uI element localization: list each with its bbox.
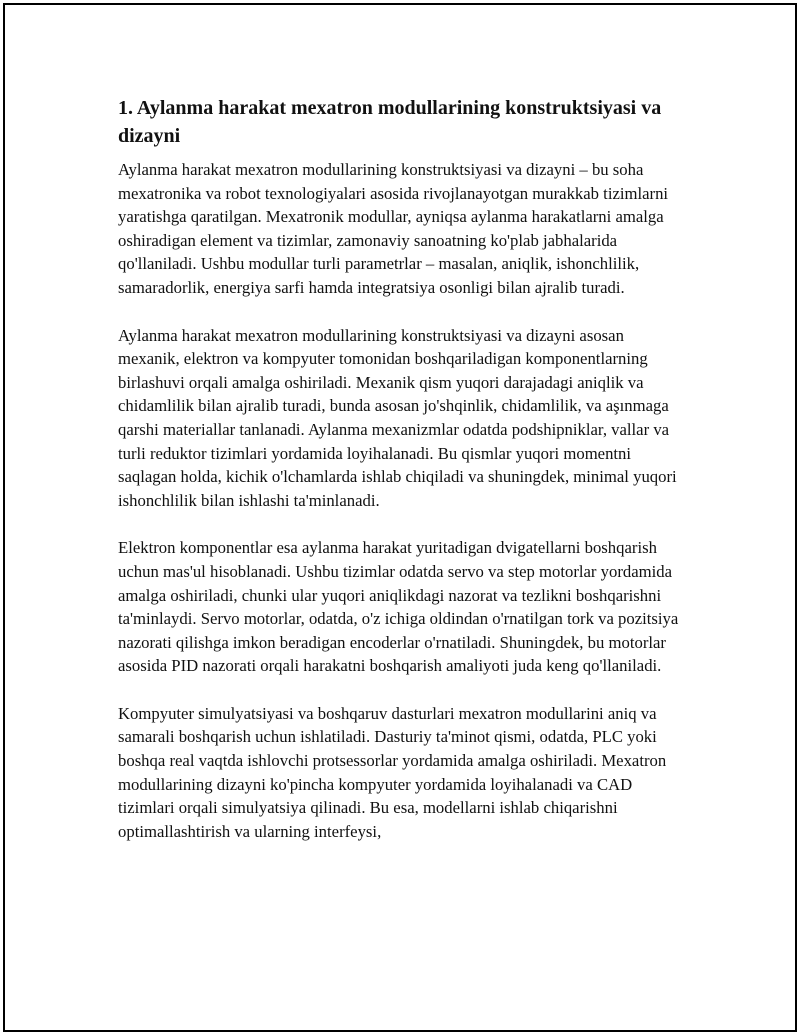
paragraph-software: Kompyuter simulyatsiyasi va boshqaruv dasturlari mexatron modullarini aniq va samarali boshqarish uchun ishlatiladi. Dasturiy ta'minot qismi, odatda, PLC yoki boshqa real vaqtda ishlovchi protsessorlar yordamida amalga oshiriladi. Mexatron modullarining dizayni ko'pincha kompyuter yordamida loyihalanadi va CAD tizimlari orqali simulyatsiya qilinadi. Bu esa, modellarni ishlab chiqarishni optimallashtirish va ularning interfeysi, bbox=[118, 703, 667, 841]
paragraph-mechanical: Aylanma harakat mexatron modullarining konstruktsiyasi va dizayni asosan mexanik, elektron va kompyuter tomonidan boshqariladigan komponentlarning birlashuvi orqali amalga oshiriladi. Mexanik qism yuqori darajadagi aniqlik va chidamlilik bilan ajralib turadi, bunda asosan jo'shqinlik, chidamlilik, va aşınmaga qarshi materiallar tanlanadi. Aylanma mexanizmlar odatda podshipniklar, vallar va turli reduktor tizimlari yordamida loyihalanadi. Bu qismlar yuqori momentni saqlagan holda, kichik o'lchamlarda ishlab chiqiladi va shuningdek, minimal yuqori ishonchlilik bilan ishlashi ta'minlanadi. bbox=[118, 325, 677, 510]
section-heading: 1. Aylanma harakat mexatron modullarining konstruktsiyasi va dizayni bbox=[118, 97, 662, 147]
paragraph-electronic: Elektron komponentlar esa aylanma harakat yuritadigan dvigatellarni boshqarish uchun mas'ul hisoblanadi. Ushbu tizimlar odatda servo va step motorlar yordamida amalga oshiriladi, chunki ular yuqori aniqlikdagi nazorat va tezlikni boshqarishni ta'minlaydi. Servo motorlar, odatda, o'z ichiga oldindan o'rnatilgan tork va pozitsiya nazorati qilishga imkon beradigan encoderlar o'rnatiladi. Shuningdek, bu motorlar asosida PID nazorati orqali harakatni boshqarish amaliyoti juda keng qo'llaniladi. bbox=[118, 538, 679, 676]
paragraph-intro: Aylanma harakat mexatron modullarining konstruktsiyasi va dizayni – bu soha mexatronika va robot texnologiyalari asosida rivojlanayotgan murakkab tizimlarni yaratishga qaratilgan. Mexatronik modullar, ayniqsa aylanma harakatlarni amalga oshiradigan element va tizimlar, zamonaviy sanoatning ko'plab jabhalarida qo'llaniladi. Ushbu modullar turli parametrlar – masalan, aniqlik, ishonchlilik, samaradorlik, energiya sarfi hamda integratsiya osonligi bilan ajralib turadi. bbox=[118, 160, 669, 297]
document-body bbox=[118, 94, 684, 867]
